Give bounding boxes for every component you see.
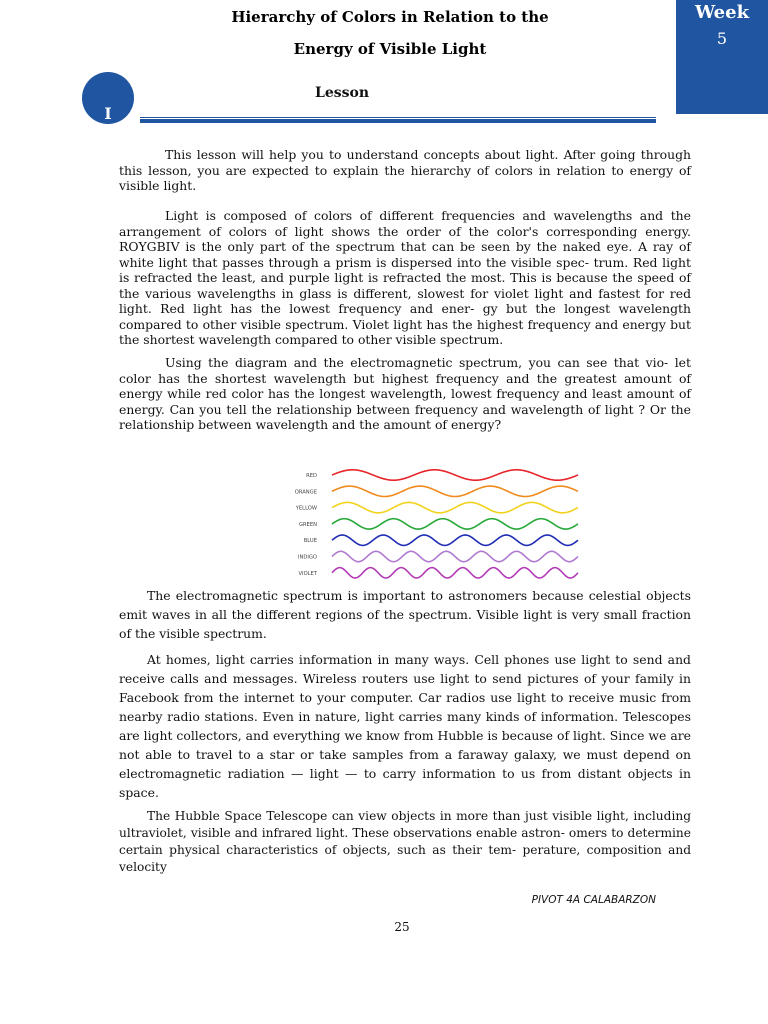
week-label: Week	[694, 2, 750, 23]
wave-green	[332, 519, 578, 529]
wave-indigo	[332, 551, 578, 561]
color-wave-diagram	[282, 465, 582, 587]
paragraph-1: This lesson will help you to understand concepts about light. After going through this lesson, you are expected to explain the hierarchy of colors in relation to energy of visible light.	[119, 147, 691, 193]
wave-label-green: GREEN	[298, 521, 317, 528]
wave-red	[332, 470, 578, 480]
week-number: 5	[716, 29, 728, 48]
wave-blue	[332, 535, 578, 545]
title-line-1: Hierarchy of Colors in Relation to the	[231, 8, 549, 26]
wave-label-yellow: YELLOW	[295, 505, 317, 512]
week-badge	[676, 0, 768, 114]
wave-label-blue: BLUE	[303, 538, 317, 545]
page-number: 25	[394, 920, 410, 934]
wave-label-indigo: INDIGO	[297, 554, 317, 561]
title-line-2: Energy of Visible Light	[293, 40, 487, 58]
wave-label-orange: ORANGE	[294, 489, 317, 496]
footer-credit: PIVOT 4A CALABARZON	[531, 894, 656, 906]
wave-label-red: RED	[306, 473, 317, 479]
lesson-badge-icon	[82, 72, 134, 124]
paragraph-5: At homes, light carries information in many ways. Cell phones use light to send and receive calls and messages. Wireless routers use light to send pictures of your family in Facebook from the internet to your computer. Car radios use light to receive music from nearby radio stations. Even in nature, light carries many kinds of information. Telescopes are light collectors, and everything we know from Hubble is because of light. Since we are not able to travel to a star or take samples from a faraway galaxy, we must depend on electromagnetic radiation — light — to carry information to us from distant objects in space.	[119, 652, 691, 800]
lesson-label: Lesson	[314, 85, 370, 101]
wave-label-violet: VIOLET	[298, 570, 317, 577]
wave-violet	[332, 568, 578, 578]
paragraph-6: The Hubble Space Telescope can view objects in more than just visible light, including ultraviolet, visible and infrared light. These observations enable astron- omers to determine certain physical characteristics of objects, such as their tem- perature, composition and velocity	[119, 809, 691, 874]
wave-orange	[332, 486, 578, 496]
paragraph-3: Using the diagram and the electromagnetic spectrum, you can see that vio- let color has the shortest wavelength but highest frequency and the greatest amount of energy while red color has the longest wavelength, lowest frequency and least amount of energy. Can you tell the relationship between frequency and wavelength of light ? Or the relationship between wavelength and the amount of energy?	[119, 355, 691, 432]
paragraph-2: Light is composed of colors of different frequencies and wavelengths and the arrangement of colors of light shows the order of the color's corresponding energy. ROYGBIV is the only part of the spectrum that can be seen by the naked eye. A ray of white light that passes through a prism is dispersed into the visible spec- trum. Red light is refracted the least, and purple light is refracted the most. This is because the speed of the various wavelengths in glass is different, slowest for violet light and fastest for red light. Red light has the lowest frequency and ener- gy but the longest wavelength compared to other visible spectrum. Violet light has the highest frequency and energy but the shortest wavelength compared to other visible spectrum.	[119, 208, 691, 347]
header-divider-thin	[140, 117, 656, 118]
wave-yellow	[332, 502, 578, 512]
badge-letter: I	[104, 104, 112, 123]
header-divider-thick	[140, 119, 656, 123]
paragraph-4: The electromagnetic spectrum is important to astronomers because celestial objects emit waves in all the different regions of the spectrum. Visible light is very small fraction of the visible spectrum.	[119, 588, 691, 641]
